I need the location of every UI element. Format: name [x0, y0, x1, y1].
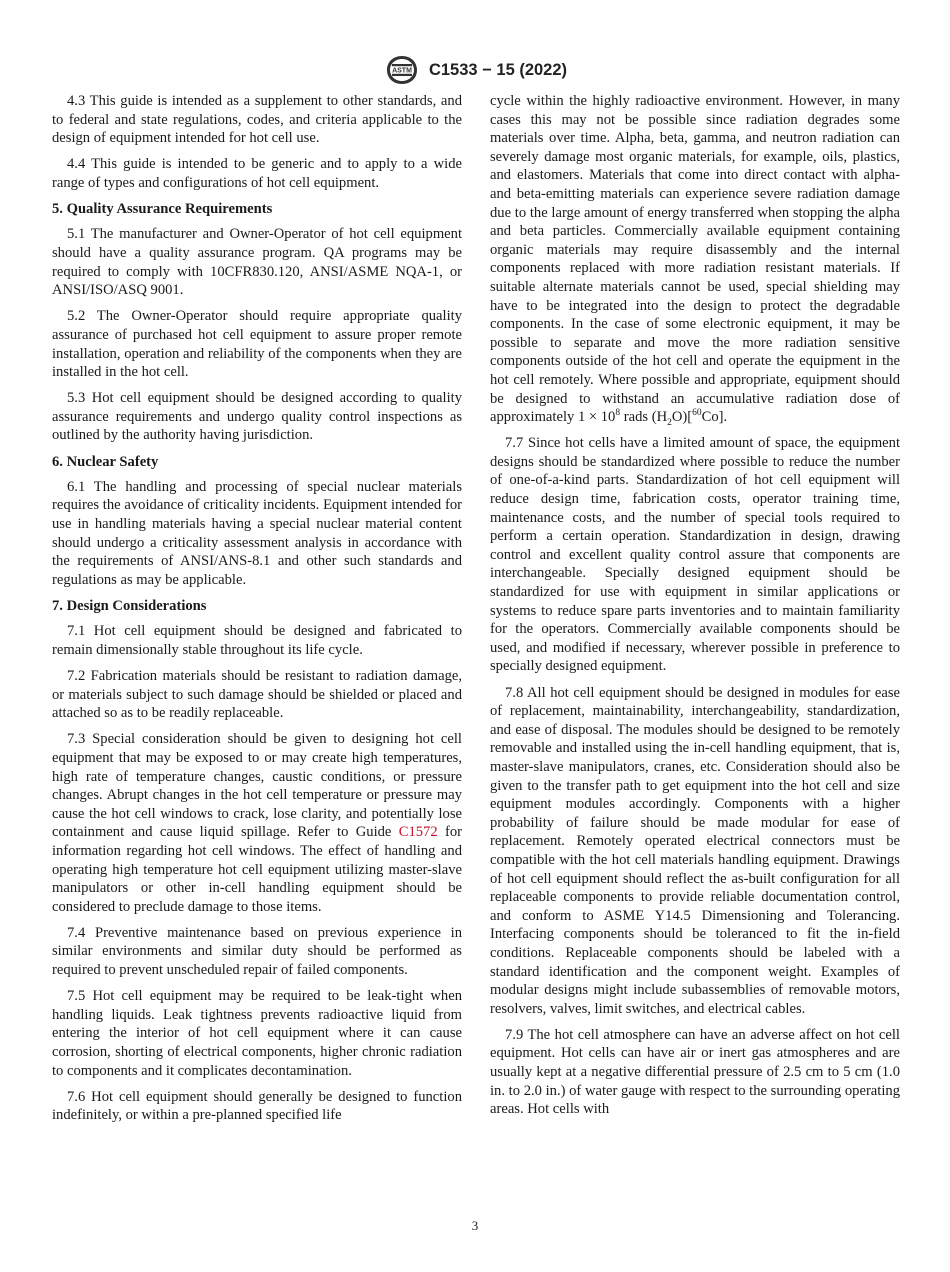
- paragraph-7-6: 7.6 Hot cell equipment should generally be designed to function indefinitely, or within a pre-planned specified life: [52, 1088, 462, 1124]
- paragraph-7-7: 7.7 Since hot cells have a limited amount of space, the equipment designs should be standardized where possible to reduce the number of one-of-a-kind parts. Standardization of hot cell equipment will reduce design time, fabrication costs, operator training time, maintenance costs, and the number of special tools required to perform a certain operation. Standardization in design, drawing control and excellent quality control assure that components are interchangeable. Specially designed equipment should be standardized for use with equipment in similar applications or systems to reduce spare parts inventories and to maintain familiarity for the operators. Commercially available components should be used, and modified if necessary, wherever possible in preference to specially designed equipment.: [490, 435, 900, 675]
- paragraph-7-3: [52, 730, 462, 916]
- paragraph-7-9: 7.9 The hot cell atmosphere can have an adverse affect on hot cell equipment. Hot cells can have air or inert gas atmospheres and are usually kept at a negative differential pressure of 2.5 cm to 5 cm (1.0 in. to 2.0 in.) of water gauge with respect to the surrounding operating areas. Hot cells with: [490, 1026, 900, 1118]
- section-heading-7: 7. Design Considerations: [52, 598, 207, 614]
- paragraph-7-4: 7.4 Preventive maintenance based on previous experience in similar environments and similar duty should be performed as required to prevent unscheduled repair of failed components.: [52, 924, 462, 979]
- document-designation: C1533 − 15 (2022): [428, 60, 568, 79]
- page-number: 3: [471, 1218, 479, 1233]
- paragraph-5-3: 5.3 Hot cell equipment should be designed according to quality assurance requirements and undergo quality control inspections as outlined by the authority having jurisdiction.: [52, 390, 462, 444]
- exponent-8: 8: [615, 408, 621, 419]
- paragraph-7-6-continued: [490, 92, 900, 427]
- right-column: [490, 92, 900, 1126]
- section-heading-5: 5. Quality Assurance Requirements: [52, 201, 273, 218]
- paragraph-7-2: 7.2 Fabrication materials should be resistant to radiation damage, or materials subject to such damage should be shielded or placed and attached so as to be readily replaceable.: [52, 667, 462, 722]
- astm-logo: [383, 55, 421, 85]
- paragraph-7-6-cont-text-c: O)[: [671, 409, 693, 426]
- paragraph-5-1: 5.1 The manufacturer and Owner-Operator of hot cell equipment should have a quality assurance program. QA programs may be required to comply with 10CFR830.120, ANSI/ASME NQA-1, or ANSI/ISO/ASQ 9001.: [52, 226, 462, 299]
- astm-logo-text: ASTM: [392, 67, 412, 75]
- paragraph-7-6-cont-text-d: Co].: [701, 409, 728, 426]
- left-column: [52, 92, 462, 1133]
- subscript-2: 2: [667, 418, 672, 428]
- paragraph-7-3-text-a: 7.3 Special consideration should be given to designing hot cell equipment that may be exposed to or may create high temperatures, high rate of temperature changes, caustic conditions, or pressure changes. Abrupt changes in the hot cell temperature or pressure may cause the hot cell windows to crack, lose clarity, and potentially lose containment and cause liquid spillage. Refer to Guide: [52, 731, 462, 841]
- paragraph-6-1: 6.1 The handling and processing of special nuclear materials requires the avoidance of criticality incidents. Equipment intended for use in handling materials having a special nuclear material content should undergo a criticality assessment analysis in accordance with the requirements of ANSI/ANS-8.1 and other such standards and regulations as may be applicable.: [52, 478, 462, 588]
- paragraph-7-6-cont-text-b: rads (H: [620, 409, 668, 426]
- section-heading-6: 6. Nuclear Safety: [52, 453, 159, 470]
- paragraph-7-8: 7.8 All hot cell equipment should be designed in modules for ease of replacement, maintainability, interchangeability, standardization, and ease of disposal. The modules should be designed to be remotely removable and installed using the in-cell handling equipment, that is, master-slave manipulators, cranes, etc. Consideration should also be given to the transfer path to get equipment into the hot cell and size equipment modules accordingly. Components with a higher probability of failure should be made modular for ease of replacement. Remotely operated electrical connectors must be compatible with the hot cell materials handling equipment. Drawings of hot cell equipment should reflect the as-built configuration for all replaceable components to provide reliable documentation control, and conform to ASME Y14.5 Dimensioning and Tolerancing. Interfacing components should be toleranced to fit the in-field conditions. Replaceable components should be labeled with a standard identification and the component weight. Examples of modular designs might include subassemblies of removable motors, resolvers, valves, limit switches, and electrical cables.: [490, 684, 900, 1017]
- paragraph-7-3-text-b: for information regarding hot cell windows. The effect of handling and operating high temperature hot cell equipment utilizing master-slave manipulators or other in-cell handling equipment should be considered to preclude damage to those items.: [52, 824, 462, 915]
- superscript-60: 60: [692, 408, 702, 419]
- c1572-reference-link[interactable]: C1572: [398, 824, 438, 841]
- paragraph-5-2: 5.2 The Owner-Operator should require appropriate quality assurance of purchased hot cell equipment to assure proper remote installation, operation and reliability of the components when they are installed in the hot cell.: [52, 308, 462, 381]
- paragraph-4-3: 4.3 This guide is intended as a supplement to other standards, and to federal and state regulations, codes, and criteria applicable to the design of equipment intended for hot cell use.: [52, 93, 462, 147]
- page-header: [0, 54, 950, 86]
- paragraph-7-1: 7.1 Hot cell equipment should be designed and fabricated to remain dimensionally stable throughout its life cycle.: [52, 623, 462, 658]
- paragraph-7-5: 7.5 Hot cell equipment may be required to be leak-tight when handling liquids. Leak tightness prevents radioactive liquid from entering the interior of hot cell equipment where it can cause corrosion, shorting of electrical components, higher chronic radiation to components and it complicates decontamination.: [52, 988, 462, 1079]
- paragraph-4-4: 4.4 This guide is intended to be generic and to apply to a wide range of types and configurations of hot cell equipment.: [52, 156, 462, 191]
- paragraph-7-6-cont-text-a: cycle within the highly radioactive environment. However, in many cases this may not be possible since radiation degrades some materials over time. Alpha, beta, gamma, and neutron radiation can severely damage most organic materials, for example, oils, plastics, and elastomers. Materials that come into direct contact with alpha- and beta-emitting materials can experience severe radiation damage due to the large amount of energy transferred when stopping the alpha and beta particles. Commercially available equipment containing organic materials may require disassembly and the internal components replaced with more radiation resistant materials. If suitable alternate materials cannot be used, special shielding may have to be integrated into the design to protect the degradable components. In the case of some electronic equipment, it may be possible to separate and move the more radiation sensitive components outside of the hot cell and operate the equipment in the hot cell remotely. Where possible and appropriate, equipment should be designed to withstand an accumulative radiation dose of approximately 1 × 10: [490, 93, 900, 426]
